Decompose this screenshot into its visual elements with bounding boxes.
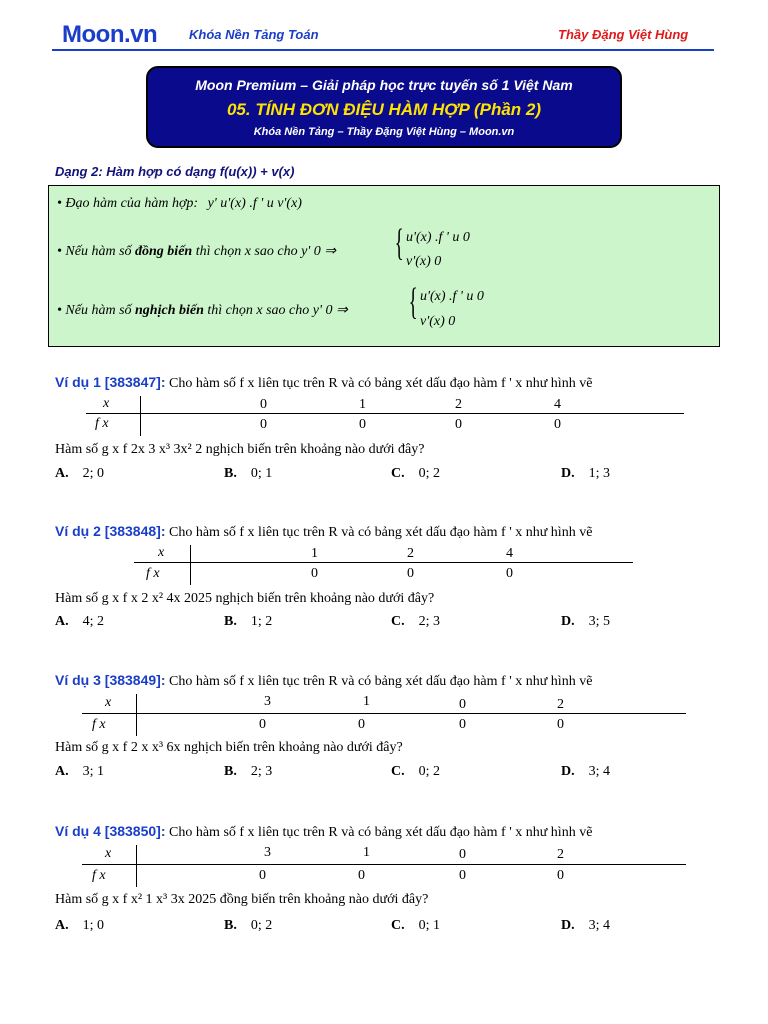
bullet2-system-line1: u'(x) .f ' u 0 — [406, 230, 470, 245]
header-divider — [52, 49, 714, 51]
table-sign-value: 0 — [554, 417, 561, 432]
table-x-value: 0 — [459, 847, 466, 862]
example-text: Cho hàm số f x liên tục trên R và có bảng xét dấu đạo hàm f ' x như hình vẽ — [169, 825, 593, 840]
example-statement — [55, 374, 592, 392]
example-label: Ví dụ 4 [383850]: — [55, 823, 166, 839]
table-x-value: 2 — [557, 697, 564, 712]
banner-credit: Khóa Nền Tảng – Thầy Đặng Việt Hùng – Moon.vn — [253, 126, 515, 138]
table-vertical-divider — [136, 845, 137, 887]
table-x-value: 3 — [264, 845, 271, 860]
table-sign-value: 0 — [557, 868, 564, 883]
bullet2-post: thì chọn x sao cho y' 0 ⇒ — [192, 244, 337, 259]
choice-b[interactable]: B. 0; 1 — [224, 466, 273, 481]
example-label: Ví dụ 2 [383848]: — [55, 523, 166, 539]
table-sign-value: 0 — [260, 417, 267, 432]
table-x-value: 0 — [260, 397, 267, 412]
course-name: Khóa Nền Tảng Toán — [189, 27, 319, 42]
bullet3-system-line1: u'(x) .f ' u 0 — [420, 289, 484, 304]
choice-b[interactable]: B. 0; 2 — [224, 918, 273, 933]
bullet3-system-line2: v'(x) 0 — [420, 314, 456, 329]
table-x-value: 2 — [407, 546, 414, 561]
choice-b[interactable]: B. 2; 3 — [224, 764, 273, 779]
table-x-value: 4 — [506, 546, 513, 561]
table-sign-value: 0 — [459, 717, 466, 732]
example-question: Hàm số g x f x² 1 x³ 3x 2025 đồng biến trên khoảng nào dưới đây? — [55, 892, 429, 907]
table-head-fprime: f x — [92, 868, 106, 883]
choice-c[interactable]: C. 0; 2 — [391, 466, 441, 481]
table-sign-value: 0 — [459, 868, 466, 883]
choice-d[interactable]: D. 1; 3 — [561, 466, 611, 481]
table-head-x: x — [158, 545, 165, 560]
table-x-value: 0 — [459, 697, 466, 712]
table-divider — [82, 713, 686, 714]
bullet3-post: thì chọn x sao cho y' 0 ⇒ — [203, 303, 348, 318]
example-text: Cho hàm số f x liên tục trên R và có bảng xét dấu đạo hàm f ' x như hình vẽ — [169, 376, 593, 391]
table-vertical-divider — [140, 396, 141, 436]
theory-box — [48, 185, 720, 347]
example-text: Cho hàm số f x liên tục trên R và có bảng xét dấu đạo hàm f ' x như hình vẽ — [169, 674, 593, 689]
table-sign-value: 0 — [259, 717, 266, 732]
table-sign-value: 0 — [358, 717, 365, 732]
bullet3-pre: • Nếu hàm số — [57, 303, 136, 318]
table-sign-value: 0 — [506, 566, 513, 581]
table-sign-value: 0 — [557, 717, 564, 732]
bullet3-bold: nghịch biến — [135, 303, 204, 318]
brace-icon: { — [394, 222, 404, 264]
table-x-value: 1 — [363, 694, 370, 709]
theory-bullet-1 — [57, 196, 302, 212]
example-question: Hàm số g x f x 2 x² 4x 2025 nghịch biến trên khoảng nào dưới đây? — [55, 591, 435, 606]
example-question: Hàm số g x f 2x 3 x³ 3x² 2 nghịch biến trên khoảng nào dưới đây? — [55, 442, 425, 457]
table-head-fprime: f x — [95, 416, 109, 431]
table-sign-value: 0 — [311, 566, 318, 581]
choice-a[interactable]: A. 3; 1 — [55, 764, 105, 779]
table-sign-value: 0 — [407, 566, 414, 581]
table-divider — [86, 413, 684, 414]
table-sign-value: 0 — [359, 417, 366, 432]
table-divider — [134, 562, 633, 563]
table-x-value: 3 — [264, 694, 271, 709]
table-head-x: x — [105, 695, 112, 710]
banner-slogan: Moon Premium – Giải pháp học trực tuyến số 1 Việt Nam — [195, 77, 573, 93]
brace-icon: { — [408, 281, 418, 323]
choice-a[interactable]: A. 2; 0 — [55, 466, 105, 481]
table-x-value: 1 — [359, 397, 366, 412]
table-sign-value: 0 — [455, 417, 462, 432]
choice-d[interactable]: D. 3; 4 — [561, 918, 611, 933]
choice-a[interactable]: A. 4; 2 — [55, 614, 105, 629]
section-heading: Dạng 2: Hàm hợp có dạng f(u(x)) + v(x) — [55, 164, 295, 179]
table-head-fprime: f x — [146, 566, 160, 581]
table-x-value: 2 — [455, 397, 462, 412]
bullet2-bold: đồng biến — [135, 244, 193, 259]
table-head-x: x — [103, 396, 110, 411]
lesson-title: 05. TÍNH ĐƠN ĐIỆU HÀM HỢP (Phần 2) — [226, 100, 542, 119]
theory-bullet-2 — [57, 243, 336, 260]
theory-bullet-3 — [57, 302, 348, 319]
example-label: Ví dụ 1 [383847]: — [55, 374, 166, 390]
example-statement — [55, 823, 592, 841]
table-sign-value: 0 — [259, 868, 266, 883]
bullet2-system-line2: v'(x) 0 — [406, 254, 442, 269]
bullet1-label: • Đạo hàm của hàm hợp: — [57, 196, 199, 211]
table-head-fprime: f x — [92, 717, 106, 732]
table-x-value: 1 — [311, 546, 318, 561]
table-divider — [82, 864, 686, 865]
title-banner — [146, 66, 622, 148]
choice-c[interactable]: C. 2; 3 — [391, 614, 441, 629]
bullet2-pre: • Nếu hàm số — [57, 244, 136, 259]
table-head-x: x — [105, 846, 112, 861]
table-vertical-divider — [190, 545, 191, 585]
table-x-value: 1 — [363, 845, 370, 860]
choice-b[interactable]: B. 1; 2 — [224, 614, 273, 629]
table-x-value: 2 — [557, 847, 564, 862]
example-statement — [55, 523, 592, 541]
table-sign-value: 0 — [358, 868, 365, 883]
example-question: Hàm số g x f 2 x x³ 6x nghịch biến trên khoảng nào dưới đây? — [55, 740, 403, 755]
site-logo[interactable]: Moon.vn — [62, 21, 158, 48]
table-x-value: 4 — [554, 397, 561, 412]
choice-d[interactable]: D. 3; 4 — [561, 764, 611, 779]
table-vertical-divider — [136, 694, 137, 736]
choice-d[interactable]: D. 3; 5 — [561, 614, 611, 629]
teacher-name: Thầy Đặng Việt Hùng — [558, 27, 689, 42]
example-text: Cho hàm số f x liên tục trên R và có bảng xét dấu đạo hàm f ' x như hình vẽ — [169, 525, 593, 540]
choice-c[interactable]: C. 0; 2 — [391, 764, 441, 779]
choice-c[interactable]: C. 0; 1 — [391, 918, 441, 933]
example-statement — [55, 672, 592, 690]
bullet1-formula: y' u'(x) .f ' u v'(x) — [207, 196, 302, 211]
choice-a[interactable]: A. 1; 0 — [55, 918, 105, 933]
example-label: Ví dụ 3 [383849]: — [55, 672, 166, 688]
